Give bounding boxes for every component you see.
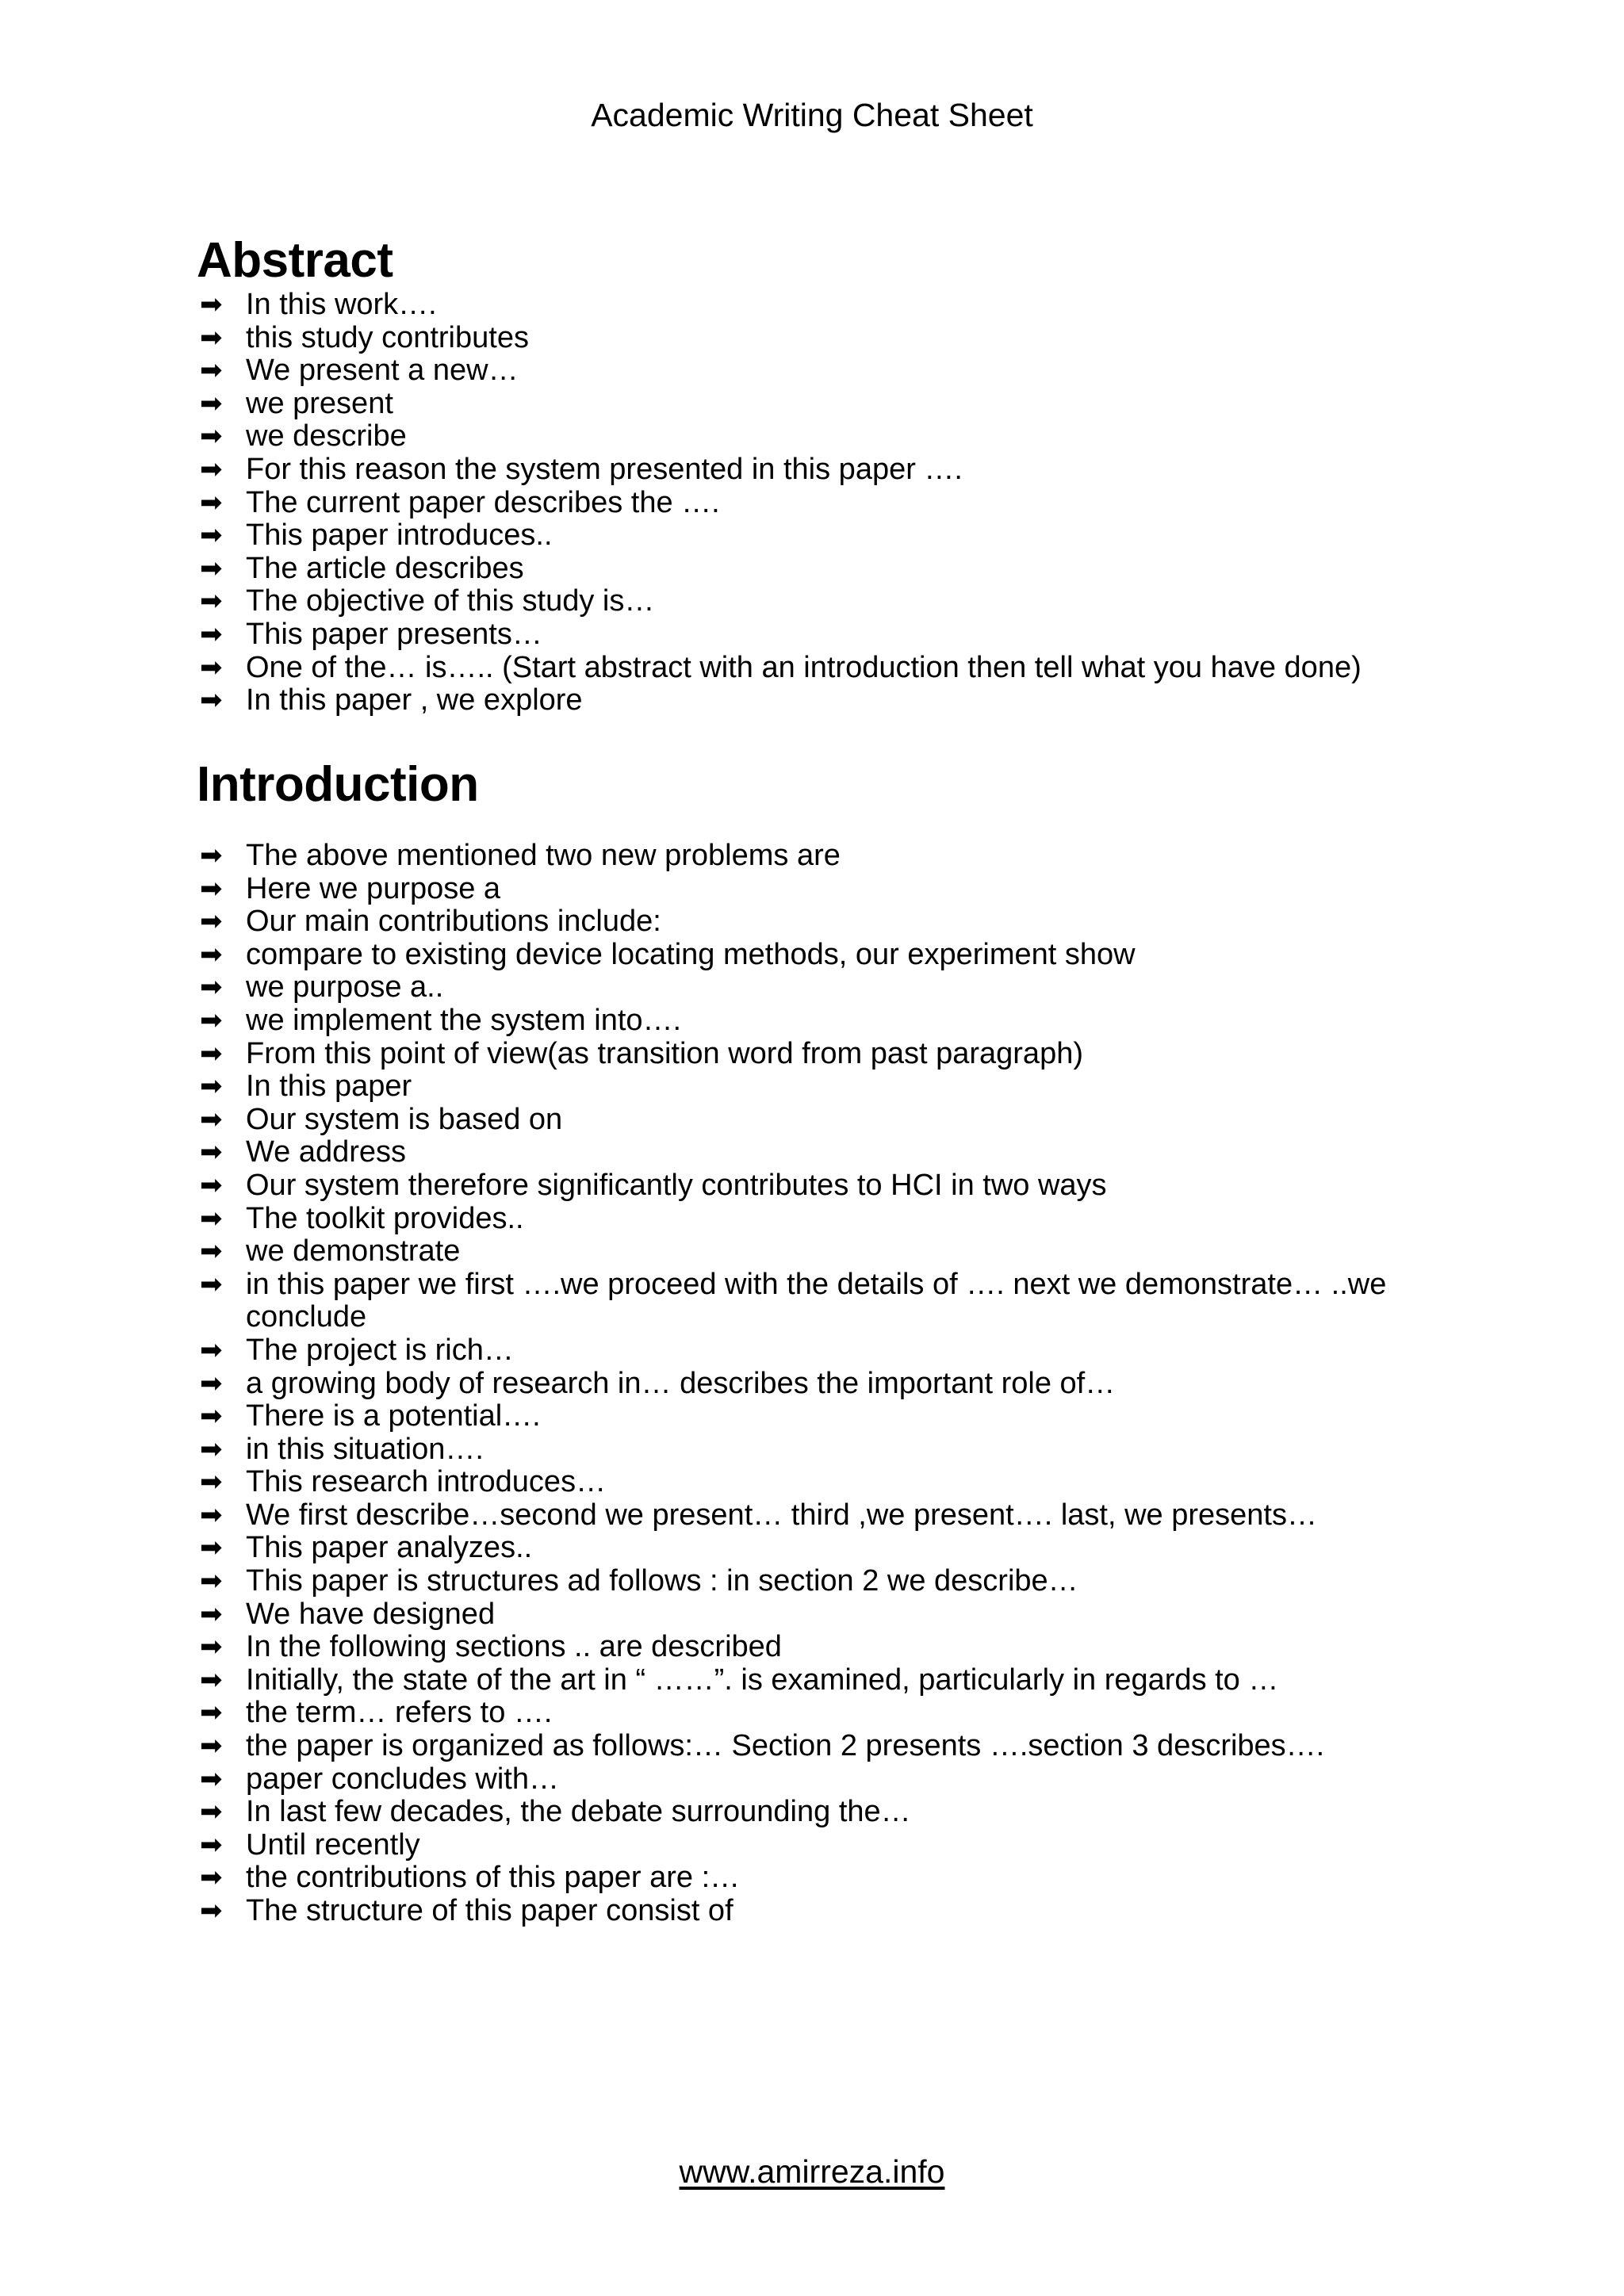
list-item — [197, 1631, 1434, 1664]
list-item — [197, 1829, 1434, 1862]
list-item-text: This research introduces… — [246, 1465, 607, 1499]
arrow-right-icon: ➡ — [200, 453, 223, 485]
arrow-right-icon: ➡ — [200, 1631, 223, 1663]
list-item-text: This paper analyzes.. — [246, 1531, 533, 1565]
list-item-text: This paper presents… — [246, 617, 542, 651]
footer — [0, 2152, 1624, 2191]
arrow-right-icon: ➡ — [200, 651, 223, 683]
list-item — [197, 840, 1434, 873]
list-item-text: In this work…. — [246, 288, 437, 321]
arrow-right-icon: ➡ — [200, 1796, 223, 1828]
arrow-right-icon: ➡ — [200, 840, 223, 871]
list-item-text: Our main contributions include: — [246, 905, 661, 939]
arrow-right-icon: ➡ — [200, 486, 223, 519]
list-item-text: Our system is based on — [246, 1102, 563, 1136]
arrow-right-icon: ➡ — [200, 1433, 223, 1465]
abstract-heading: Abstract — [197, 233, 393, 288]
list-item-text: in this situation…. — [246, 1432, 484, 1466]
list-item — [197, 1104, 1434, 1137]
list-item-text: This paper introduces.. — [246, 519, 553, 553]
arrow-right-icon: ➡ — [200, 1762, 223, 1795]
arrow-right-icon: ➡ — [200, 1466, 223, 1498]
introduction-heading: Introduction — [197, 757, 479, 812]
list-item-text: In the following sections .. are described — [246, 1630, 782, 1664]
website-link[interactable]: www.amirreza.info — [679, 2153, 945, 2190]
list-item-text: The above mentioned two new problems are — [246, 839, 841, 872]
list-item — [197, 1169, 1434, 1203]
list-item — [197, 971, 1434, 1004]
arrow-right-icon: ➡ — [200, 1202, 223, 1234]
arrow-right-icon: ➡ — [200, 1895, 223, 1927]
page-header-title: Academic Writing Cheat Sheet — [591, 97, 1033, 133]
arrow-right-icon: ➡ — [200, 1367, 223, 1399]
arrow-right-icon: ➡ — [200, 585, 223, 618]
abstract-list — [197, 289, 1434, 718]
list-item — [197, 1664, 1434, 1697]
arrow-right-icon: ➡ — [200, 552, 223, 584]
arrow-right-icon: ➡ — [200, 354, 223, 387]
arrow-right-icon: ➡ — [200, 872, 223, 905]
arrow-right-icon: ➡ — [200, 1235, 223, 1268]
arrow-right-icon: ➡ — [200, 1334, 223, 1366]
list-item-text: Until recently — [246, 1827, 420, 1862]
list-item — [197, 1763, 1434, 1797]
list-item — [197, 684, 1434, 718]
list-item-text: This paper is structures ad follows : in section 2 we describe… — [246, 1564, 1078, 1598]
list-item-text: Our system therefore significantly contributes to HCI in two ways — [246, 1168, 1107, 1202]
list-item-text: The project is rich… — [246, 1333, 514, 1367]
list-item — [197, 388, 1434, 421]
list-item-text: paper concludes with… — [246, 1762, 559, 1796]
list-item-text: The objective of this study is… — [246, 584, 655, 618]
list-item — [197, 873, 1434, 906]
list-item — [197, 585, 1434, 618]
arrow-right-icon: ➡ — [200, 1532, 223, 1564]
arrow-right-icon: ➡ — [200, 420, 223, 453]
arrow-right-icon: ➡ — [200, 321, 223, 354]
arrow-right-icon: ➡ — [200, 938, 223, 970]
list-item-text: In last few decades, the debate surrounding the… — [246, 1795, 911, 1829]
list-item-text: Here we purpose a — [246, 871, 501, 905]
abstract-section — [197, 233, 1434, 718]
list-item-text: The toolkit provides.. — [246, 1201, 524, 1235]
arrow-right-icon: ➡ — [200, 684, 223, 717]
list-item-text: Initially, the state of the art in “ ……”. is examined, particularly in regards to … — [246, 1663, 1279, 1697]
list-item-text: One of the… is….. (Start abstract with an introduction then tell what you have done) — [246, 650, 1362, 684]
list-item — [197, 519, 1434, 553]
list-item-text: The current paper describes the …. — [246, 485, 720, 519]
arrow-right-icon: ➡ — [200, 1598, 223, 1630]
list-item — [197, 1334, 1434, 1368]
list-item-text: The structure of this paper consist of — [246, 1894, 733, 1927]
arrow-right-icon: ➡ — [200, 1136, 223, 1169]
list-item — [197, 1598, 1434, 1632]
list-item — [197, 453, 1434, 487]
list-item-text: There is a potential…. — [246, 1399, 541, 1433]
list-item-text: we demonstrate — [246, 1234, 461, 1269]
list-item-text: For this reason the system presented in this paper …. — [246, 452, 963, 486]
list-item-text: we purpose a.. — [246, 970, 444, 1004]
list-item — [197, 1697, 1434, 1730]
list-item — [197, 553, 1434, 586]
list-item-text: the contributions of this paper are :… — [246, 1861, 741, 1895]
list-item-text: We address — [246, 1135, 407, 1169]
list-item — [197, 652, 1434, 685]
list-item — [197, 618, 1434, 652]
list-item — [197, 1796, 1434, 1829]
arrow-right-icon: ➡ — [200, 1828, 223, 1861]
list-item — [197, 1862, 1434, 1895]
arrow-right-icon: ➡ — [200, 519, 223, 552]
arrow-right-icon: ➡ — [200, 289, 223, 320]
list-item — [197, 420, 1434, 453]
list-item-text: From this point of view(as transition word from past paragraph) — [246, 1036, 1083, 1070]
list-item — [197, 1038, 1434, 1071]
list-item-text: the paper is organized as follows:… Section 2 presents ….section 3 describes…. — [246, 1729, 1325, 1763]
arrow-right-icon: ➡ — [200, 905, 223, 938]
list-item — [197, 905, 1434, 939]
list-item — [197, 1368, 1434, 1401]
list-item — [197, 289, 1434, 322]
arrow-right-icon: ➡ — [200, 1070, 223, 1103]
list-item — [197, 1400, 1434, 1433]
list-item — [197, 1136, 1434, 1169]
list-item-text: this study contributes — [246, 320, 529, 354]
arrow-right-icon: ➡ — [200, 1004, 223, 1036]
list-item — [197, 1203, 1434, 1236]
arrow-right-icon: ➡ — [200, 1169, 223, 1201]
arrow-right-icon: ➡ — [200, 1103, 223, 1135]
arrow-right-icon: ➡ — [200, 971, 223, 1004]
arrow-right-icon: ➡ — [200, 1268, 223, 1300]
list-item-text: we present — [246, 386, 393, 420]
list-item — [197, 1004, 1434, 1038]
arrow-right-icon: ➡ — [200, 1730, 223, 1762]
list-item — [197, 322, 1434, 355]
list-item-text: the term… refers to …. — [246, 1696, 553, 1730]
list-item — [197, 1532, 1434, 1565]
introduction-list — [197, 840, 1434, 1928]
list-item — [197, 1070, 1434, 1104]
list-item-text: In this paper , we explore — [246, 683, 583, 718]
arrow-right-icon: ➡ — [200, 1498, 223, 1531]
arrow-right-icon: ➡ — [200, 1565, 223, 1598]
list-item-text: we describe — [246, 419, 407, 453]
list-item — [197, 1433, 1434, 1467]
list-item — [197, 1895, 1434, 1928]
arrow-right-icon: ➡ — [200, 1663, 223, 1696]
list-item — [197, 1269, 1434, 1334]
list-item — [197, 1730, 1434, 1763]
arrow-right-icon: ➡ — [200, 618, 223, 650]
list-item-text: We present a new… — [246, 354, 519, 388]
list-item — [197, 354, 1434, 388]
list-item-text: in this paper we first ….we proceed with the details of …. next we demonstrate… ..we conclude — [246, 1267, 1387, 1334]
arrow-right-icon: ➡ — [200, 387, 223, 419]
list-item — [197, 1235, 1434, 1269]
list-item — [197, 487, 1434, 520]
list-item — [197, 1499, 1434, 1533]
arrow-right-icon: ➡ — [200, 1862, 223, 1894]
list-item — [197, 939, 1434, 972]
list-item — [197, 1565, 1434, 1598]
arrow-right-icon: ➡ — [200, 1037, 223, 1070]
arrow-right-icon: ➡ — [200, 1400, 223, 1433]
list-item-text: We first describe…second we present… third ,we present…. last, we presents… — [246, 1498, 1317, 1532]
list-item-text: we implement the system into…. — [246, 1003, 682, 1037]
introduction-section — [197, 757, 1434, 1928]
list-item-text: We have designed — [246, 1597, 496, 1631]
list-item — [197, 1466, 1434, 1499]
list-item-text: In this paper — [246, 1070, 412, 1104]
arrow-right-icon: ➡ — [200, 1697, 223, 1729]
list-item-text: The article describes — [246, 551, 524, 585]
list-item-text: a growing body of research in… describes the important role of… — [246, 1366, 1116, 1400]
list-item-text: compare to existing device locating methods, our experiment show — [246, 937, 1136, 971]
